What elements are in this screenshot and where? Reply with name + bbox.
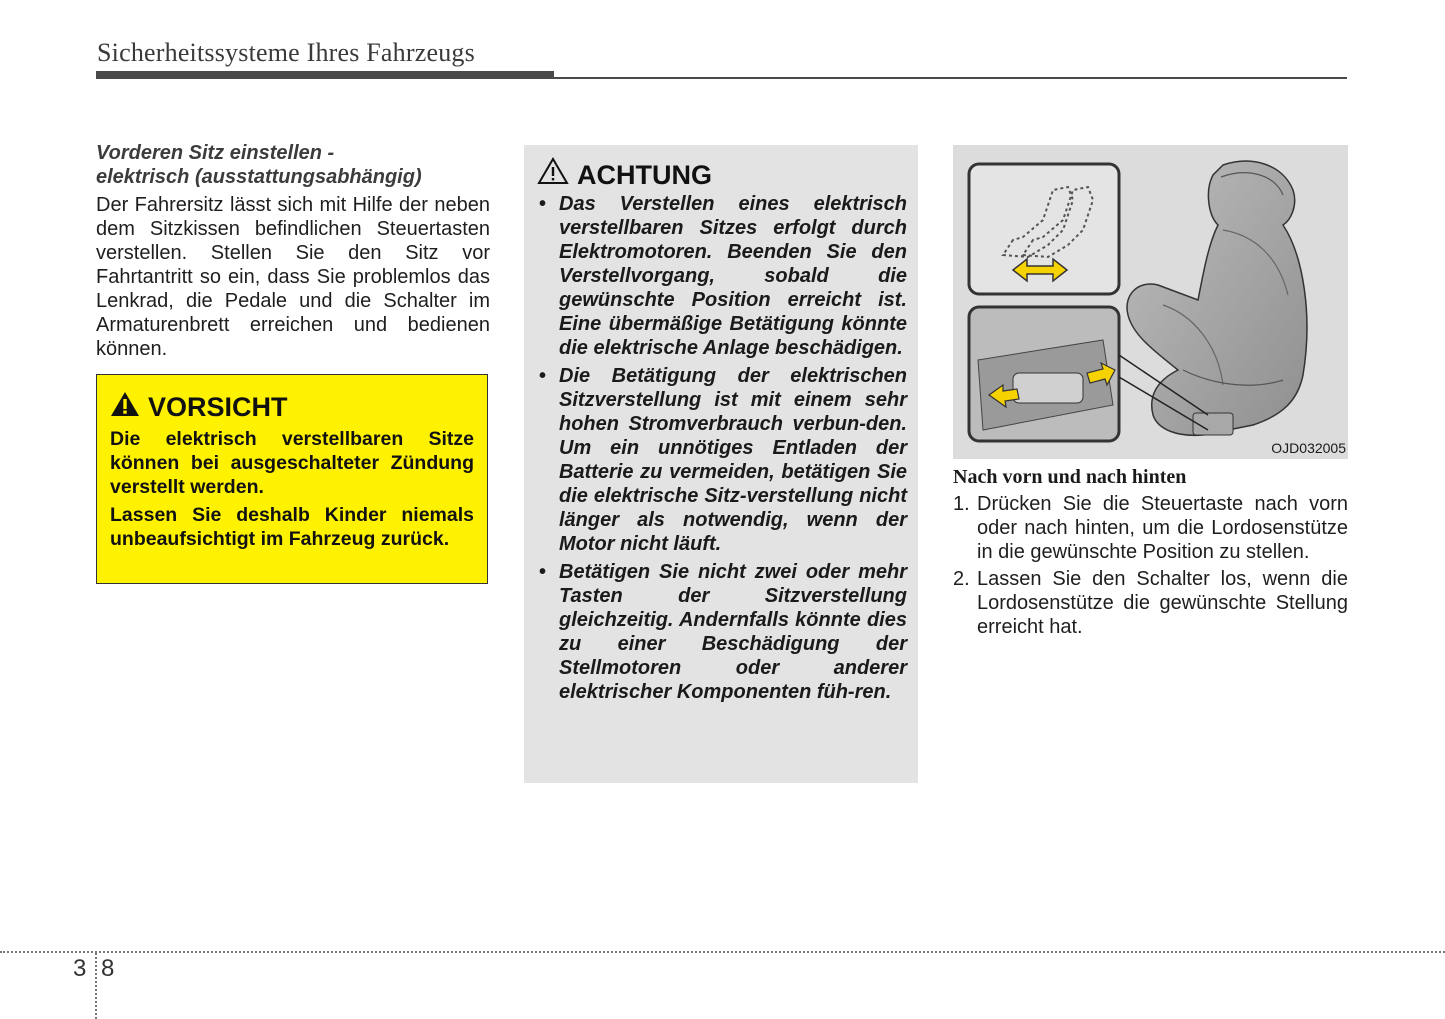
subsection-heading: Nach vorn und nach hinten — [953, 466, 1187, 488]
inset-seat-diagram — [969, 164, 1119, 294]
achtung-list — [537, 192, 907, 704]
step-number: 1. — [953, 493, 970, 515]
right-column — [953, 465, 1348, 639]
warning-triangle-icon — [110, 391, 140, 423]
step-item — [953, 492, 1348, 564]
step-text: Lassen Sie den Schalter los, wenn die Lordosenstütze die gewünschte Stellung erreicht hat. — [977, 568, 1348, 638]
page-header-title: Sicherheitssysteme Ihres Fahrzeugs — [97, 38, 475, 67]
left-column — [96, 141, 490, 361]
achtung-box — [524, 145, 918, 783]
figure-code: OJD032005 — [1271, 440, 1346, 456]
footer-dotted-rule — [0, 951, 1445, 953]
section-heading-line1: Vorderen Sitz einstellen - — [96, 142, 335, 164]
vorsicht-box — [96, 374, 488, 584]
footer-dotted-divider — [95, 953, 97, 1019]
achtung-title: ACHTUNG — [577, 159, 712, 190]
steps-list — [953, 492, 1348, 639]
step-text: Drücken Sie die Steuertaste nach vorn oder nach hinten, um die Lordosenstütze in die gewünschte Position zu stellen. — [977, 493, 1348, 563]
achtung-header — [537, 157, 907, 192]
step-item — [953, 567, 1348, 639]
vorsicht-text-2: Lassen Sie deshalb Kinder niemals unbeaufsichtigt im Fahrzeug zurück. — [110, 504, 474, 550]
vorsicht-text-1: Die elektrisch verstellbaren Sitze können bei ausgeschalteter Zündung verstellt werden. — [110, 428, 474, 498]
header-rule-thick — [96, 71, 554, 79]
page-number: 8 — [101, 955, 115, 982]
header-rule-thin — [554, 77, 1347, 79]
vorsicht-header — [110, 391, 474, 423]
achtung-item: • Das Verstellen eines elektrisch verstellbaren Sitzes erfolgt durch Elektromotoren. Beenden Sie den Verstellvorgang, sobald die gewünschte Position erreicht ist. Eine übermäßige Betätigung könnte die elektrische Anlage beschädigen. — [537, 192, 907, 360]
seat-adjust-figure — [953, 145, 1348, 459]
achtung-item: • Die Betätigung der elektrischen Sitzverstellung ist mit einem sehr hohen Stromverbrauch verbun-den. Um ein unnötiges Entladen der Batterie zu vermeiden, betätigen Sie die elektrische Sitz-verstellung nicht länger als notwendig, wenn der Motor nicht läuft. — [537, 364, 907, 556]
caution-triangle-icon — [537, 157, 569, 192]
page-chapter-number: 3 — [73, 955, 87, 982]
seat-illustration — [953, 145, 1348, 459]
achtung-item: • Betätigen Sie nicht zwei oder mehr Tasten der Sitzverstellung gleichzeitig. Andernfalls könnte dies zu einer Beschädigung der Stellmotoren oder anderer elektrischer Komponenten füh-ren. — [537, 560, 907, 704]
vorsicht-title: VORSICHT — [148, 392, 288, 422]
step-number: 2. — [953, 568, 970, 590]
section-heading-line2: elektrisch (ausstattungsabhängig) — [96, 166, 422, 188]
section-body: Der Fahrersitz lässt sich mit Hilfe der neben dem Sitzkissen befindlichen Steuertasten verstellen. Stellen Sie den Sitz vor Fahrtantritt so ein, dass Sie problemlos das Lenkrad, die Pedale und die Schalter im Armaturenbrett erreichen und bedienen können. — [96, 194, 490, 360]
inset-switch-diagram — [969, 307, 1119, 441]
section-heading — [96, 141, 490, 189]
